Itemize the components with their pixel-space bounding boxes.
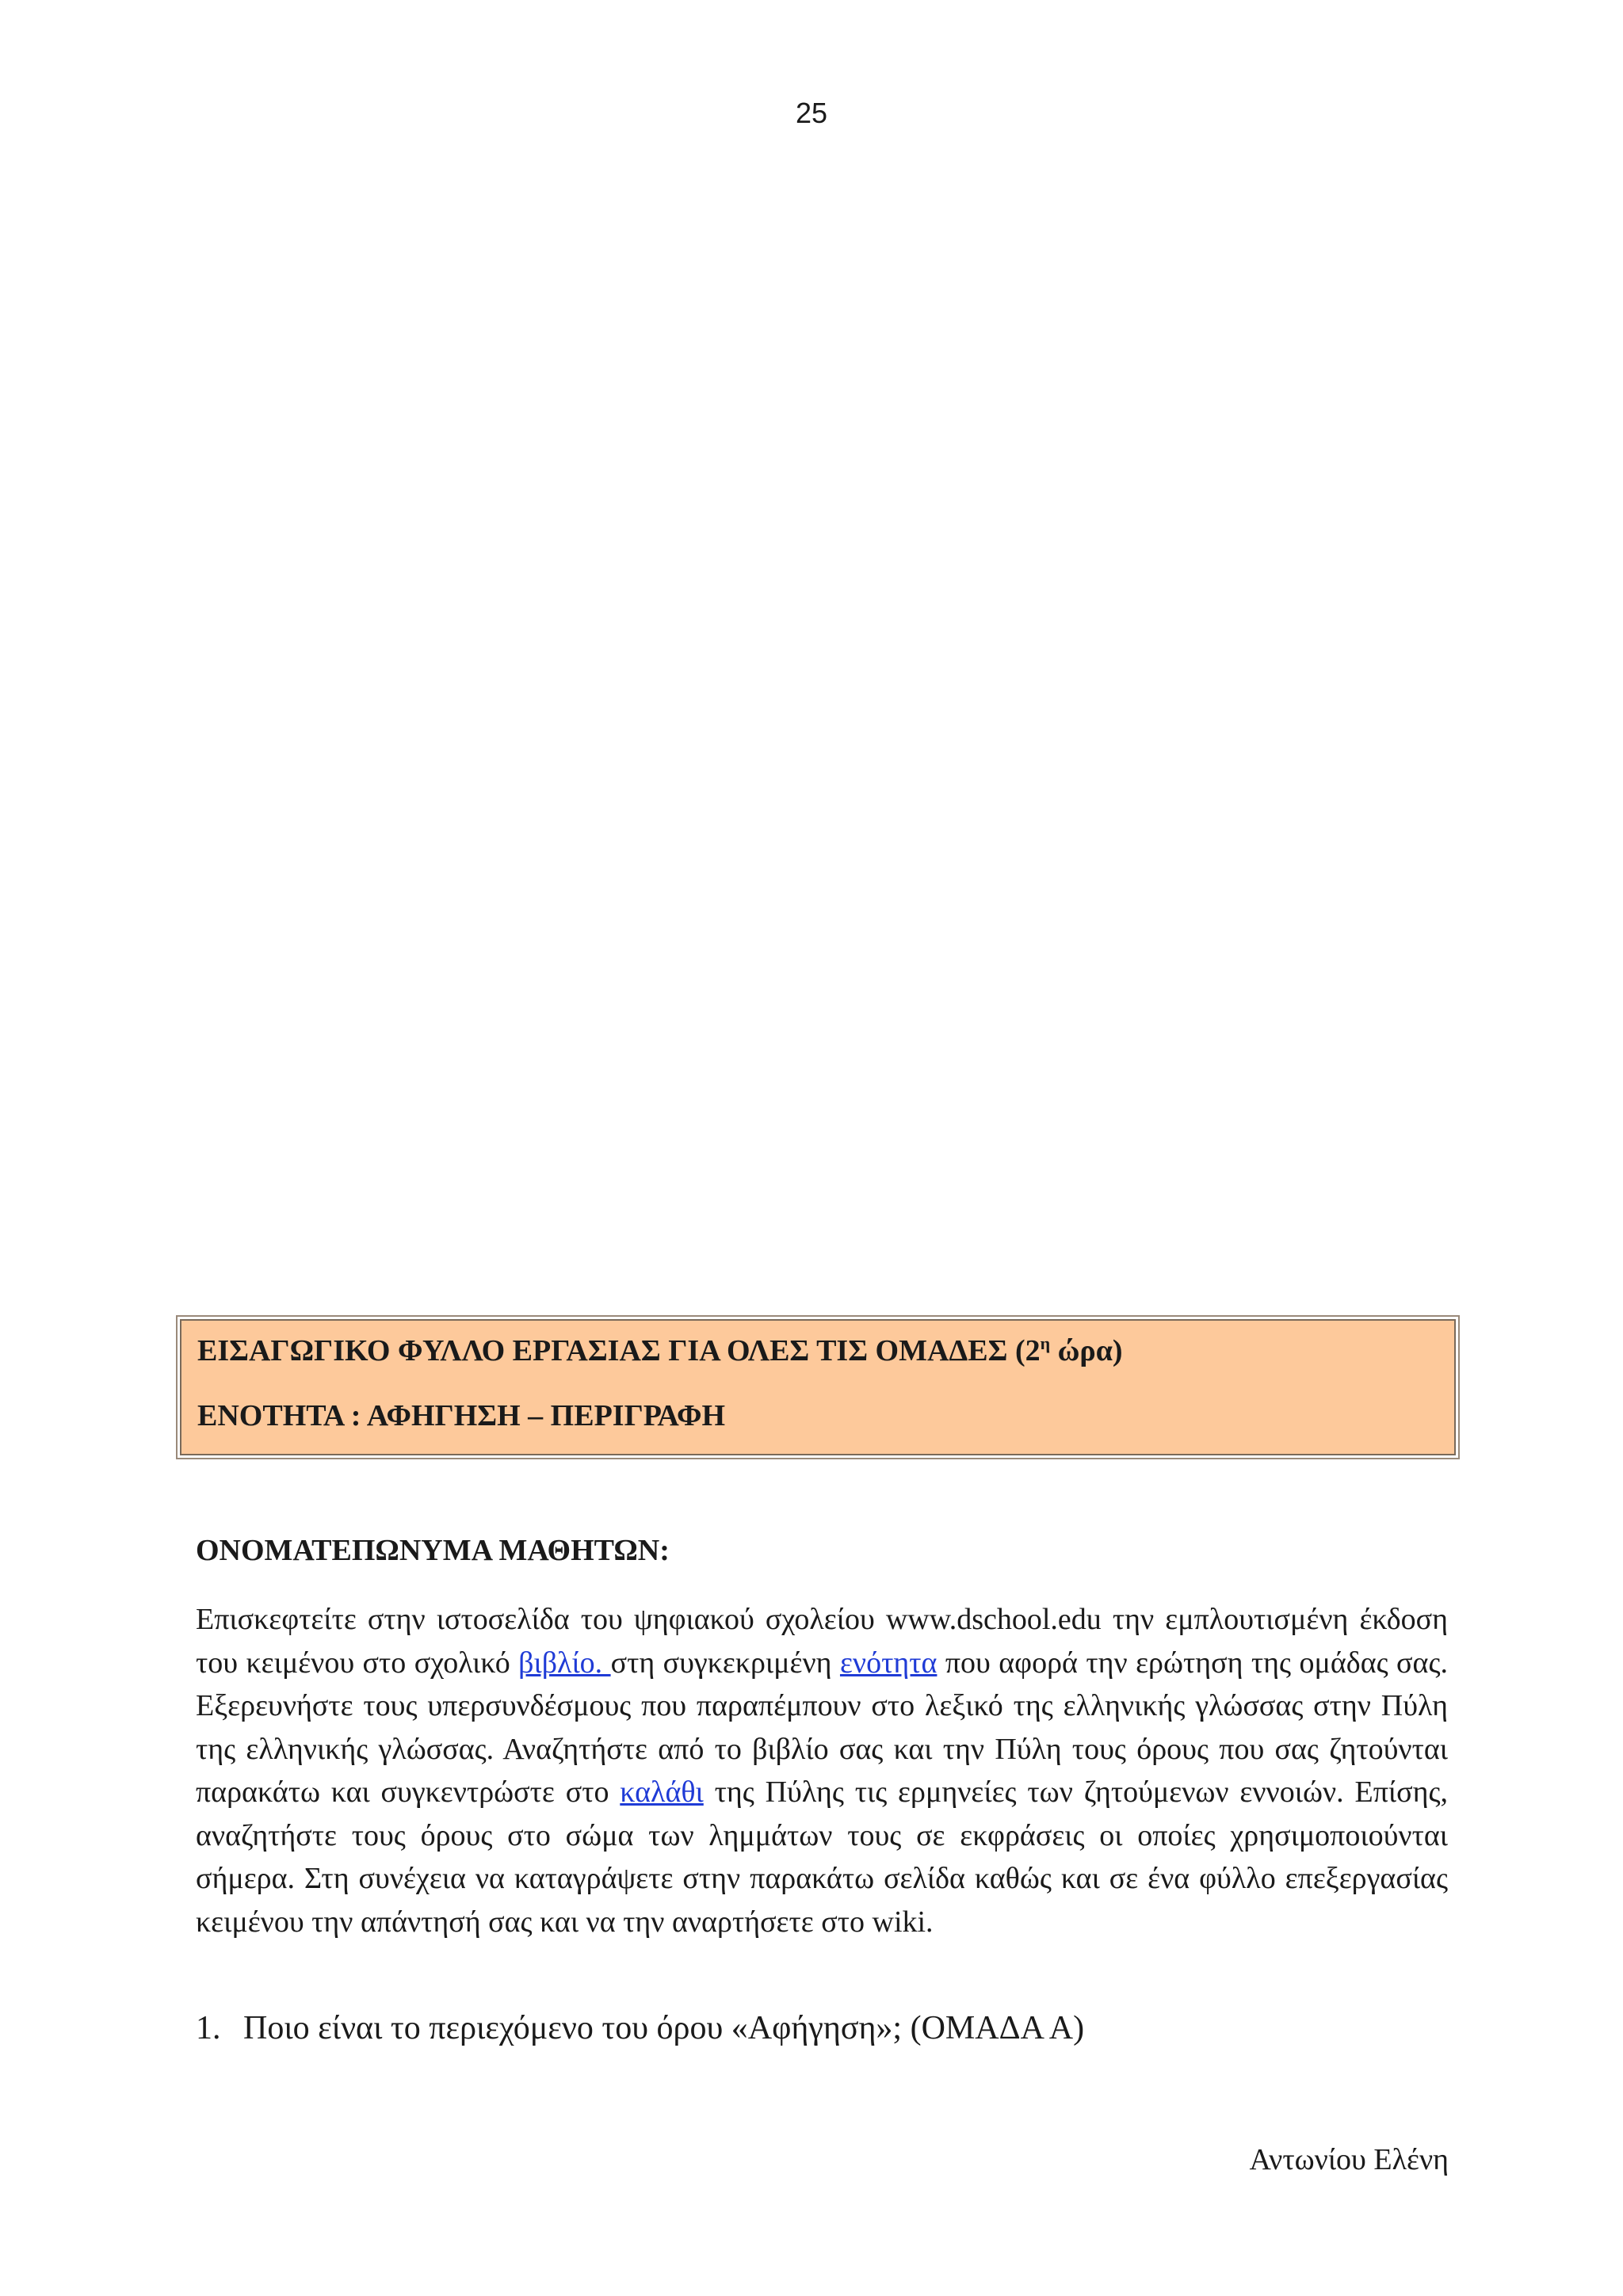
instructions-text-part1: Επισκεφτείτε στην ιστοσελίδα του ψηφιακού σχολείου www.dschool.edu την εμπλουτισμένη έκδοση του κειμένου στο σχολικό: [196, 1603, 1448, 1680]
worksheet-subtitle: ΕΝΟΤΗΤΑ : ΑΦΗΓΗΣΗ – ΠΕΡΙΓΡΑΦΗ: [197, 1399, 726, 1432]
worksheet-title-end: ώρα): [1050, 1334, 1123, 1367]
worksheet-title-superscript: η: [1040, 1333, 1051, 1353]
instructions-paragraph: [196, 1598, 1448, 1943]
question-item: [196, 2009, 1084, 2047]
author-name: Αντωνίου Ελένη: [1249, 2143, 1449, 2176]
unit-link[interactable]: ενότητα: [839, 1646, 938, 1680]
worksheet-header-box: [180, 1319, 1456, 1455]
worksheet-title-main: ΕΙΣΑΓΩΓΙΚΟ ΦΥΛΛΟ ΕΡΓΑΣΙΑΣ ΓΙΑ ΟΛΕΣ ΤΙΣ ΟΜΑΔΕΣ (2: [197, 1334, 1041, 1367]
book-link[interactable]: βιβλίο.: [518, 1646, 611, 1680]
basket-link[interactable]: καλάθι: [620, 1775, 704, 1809]
instructions-text-part3: που αφορά την ερώτηση της ομάδας σας. Εξερευνήστε τους υπερσυνδέσμους που παραπέμπουν στο λεξικό της ελληνικής γλώσσας στην Πύλη της ελληνικής γλώσσας. Αναζητήστε από το βιβλίο σας και την Πύλη τους όρους που σας ζητούνται παρακάτω και συγκεντρώστε στο: [196, 1646, 1449, 1809]
instructions-text-part2: στη συγκεκριμένη: [610, 1646, 840, 1680]
worksheet-title: [197, 1333, 1123, 1368]
students-names-label: ΟΝΟΜΑΤΕΠΩΝΥΜΑ ΜΑΘΗΤΩΝ:: [196, 1534, 670, 1567]
page-number: 25: [795, 97, 828, 129]
instructions-text-part4: της Πύλης τις ερμηνείες των ζητούμενων εννοιών. Επίσης, αναζητήστε τους όρους στο σώμα των λημμάτων τους σε εκφράσεις οι οποίες χρησιμοποιούνται σήμερα. Στη συνέχεια να καταγράψετε στην παρακάτω σελίδα καθώς και σε ένα φύλλο επεξεργασίας κειμένου την απάντησή σας και να την αναρτήσετε στο wiki.: [196, 1775, 1449, 1939]
question-number: 1.: [196, 2010, 221, 2046]
question-text: Ποιο είναι το περιεχόμενο του όρου «Αφήγηση»; (ΟΜΑΔΑ Α): [243, 2010, 1085, 2046]
